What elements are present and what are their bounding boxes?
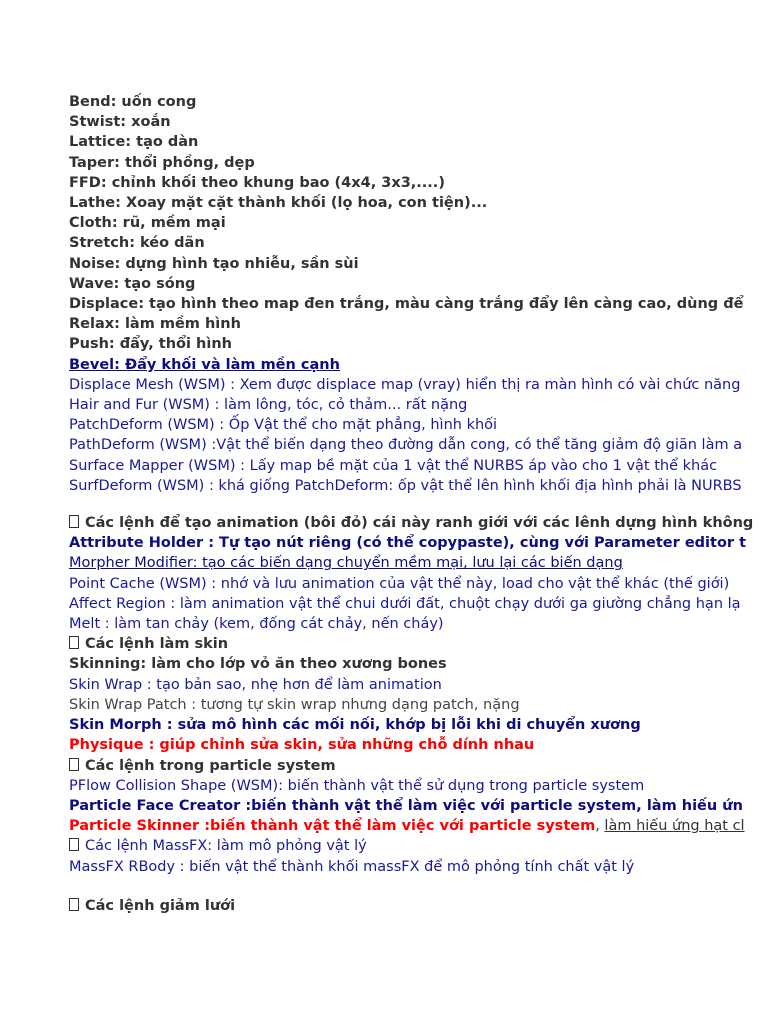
line-ffd: FFD: chỉnh khối theo khung bao (4x4, 3x3,....) [69, 174, 445, 191]
heading-mesh-reduce-text: Các lệnh giảm lưới [85, 897, 236, 914]
particle-skinner-separator: , [595, 818, 605, 835]
line-skin-wrap-patch: Skin Wrap Patch : tương tự skin wrap nhưng dạng patch, nặng [69, 696, 520, 713]
document-body [69, 92, 768, 916]
line-lathe: Lathe: Xoay mặt cặt thành khối (lọ hoa, con tiện)... [69, 195, 488, 212]
line-pflow: PFlow Collision Shape (WSM): biến thành vật thể sử dụng trong particle system [69, 777, 645, 794]
line-skinning: Skinning: làm cho lớp vỏ ăn theo xương bones [69, 656, 447, 673]
box-bullet-icon [69, 898, 79, 911]
line-particle-skinner [69, 816, 768, 836]
heading-animation-text: Các lệnh để tạo animation (bôi đỏ) cái này ranh giới với các lênh dựng hình không [85, 515, 754, 532]
line-skin-morph: Skin Morph : sửa mô hình các mối nối, khớp bị lỗi khi di chuyển xương [69, 717, 641, 734]
line-bevel-link[interactable]: Bevel: Đẩy khối và làm mền cạnh [69, 356, 340, 373]
line-taper: Taper: thổi phồng, dẹp [69, 154, 255, 171]
line-noise: Noise: dựng hình tạo nhiễu, sần sùi [69, 255, 359, 272]
heading-animation [69, 513, 768, 533]
heading-particle [69, 756, 768, 776]
box-bullet-icon [69, 838, 79, 851]
spacer [69, 877, 768, 896]
line-stretch: Stretch: kéo dãn [69, 235, 205, 252]
box-bullet-icon [69, 636, 79, 649]
line-displace-mesh: Displace Mesh (WSM) : Xem được displace map (vray) hiển thị ra màn hình có vài chức năng [69, 376, 741, 393]
line-massfx-rbody: MassFX RBody : biến vật thể thành khối massFX để mô phỏng tính chất vật lý [69, 858, 635, 875]
line-morpher-link[interactable]: Morpher Modifier: tạo các biến dạng chuyển mềm mại, lưu lại các biến dạng [69, 555, 623, 572]
box-bullet-icon [69, 758, 79, 771]
heading-particle-text: Các lệnh trong particle system [85, 757, 336, 774]
line-push: Push: đẩy, thổi hình [69, 336, 232, 353]
line-skin-wrap: Skin Wrap : tạo bản sao, nhẹ hơn để làm animation [69, 676, 442, 693]
line-displace: Displace: tạo hình theo map đen trắng, màu càng trắng đẩy lên càng cao, dùng để [69, 296, 744, 313]
line-affect-region: Affect Region : làm animation vật thể chui dưới đất, chuột chạy dưới ga giường chẳng hạn lạ [69, 595, 741, 612]
heading-skin [69, 634, 768, 654]
line-cloth: Cloth: rũ, mềm mại [69, 215, 226, 232]
line-particle-face-creator: Particle Face Creator :biến thành vật thể làm việc với particle system, làm hiếu ứn [69, 797, 743, 814]
line-hair-fur: Hair and Fur (WSM) : làm lông, tóc, cỏ thảm... rất nặng [69, 397, 468, 414]
line-patchdeform: PatchDeform (WSM) : Ốp Vật thể cho mặt phẳng, hình khối [69, 417, 498, 434]
line-relax: Relax: làm mềm hình [69, 316, 241, 333]
line-lattice: Lattice: tạo dàn [69, 134, 199, 151]
particle-skinner-link[interactable]: làm hiếu ứng hạt cl [604, 818, 745, 835]
line-attribute-holder: Attribute Holder : Tự tạo nút riêng (có thể copypaste), cùng với Parameter editor t [69, 535, 747, 552]
line-physique: Physique : giúp chỉnh sửa skin, sửa những chỗ dính nhau [69, 737, 535, 754]
line-pathdeform: PathDeform (WSM) :Vật thể biến dạng theo đường dẫn cong, có thể tăng giảm độ giãn làm a [69, 437, 743, 454]
line-wave: Wave: tạo sóng [69, 275, 196, 292]
spacer [69, 496, 768, 513]
heading-mesh-reduce [69, 896, 768, 916]
line-melt: Melt : làm tan chảy (kem, đống cát chảy, nến cháy) [69, 616, 444, 633]
heading-massfx-text: Các lệnh MassFX: làm mô phỏng vật lý [85, 838, 367, 855]
line-surface-mapper: Surface Mapper (WSM) : Lấy map bề mặt của 1 vật thể NURBS áp vào cho 1 vật thể khác [69, 457, 718, 474]
line-surfdeform: SurfDeform (WSM) : khá giống PatchDeform: ốp vật thể lên hình khối địa hình phải là NURBS [69, 477, 742, 494]
heading-skin-text: Các lệnh làm skin [85, 636, 229, 653]
particle-skinner-text: Particle Skinner :biến thành vật thể làm việc với particle system [69, 818, 596, 835]
line-stwist: Stwist: xoắn [69, 114, 171, 131]
heading-massfx [69, 836, 768, 856]
line-bend: Bend: uốn cong [69, 94, 197, 110]
line-point-cache: Point Cache (WSM) : nhớ và lưu animation của vật thể này, load cho vật thể khác (thế giới) [69, 575, 730, 592]
box-bullet-icon [69, 515, 79, 528]
